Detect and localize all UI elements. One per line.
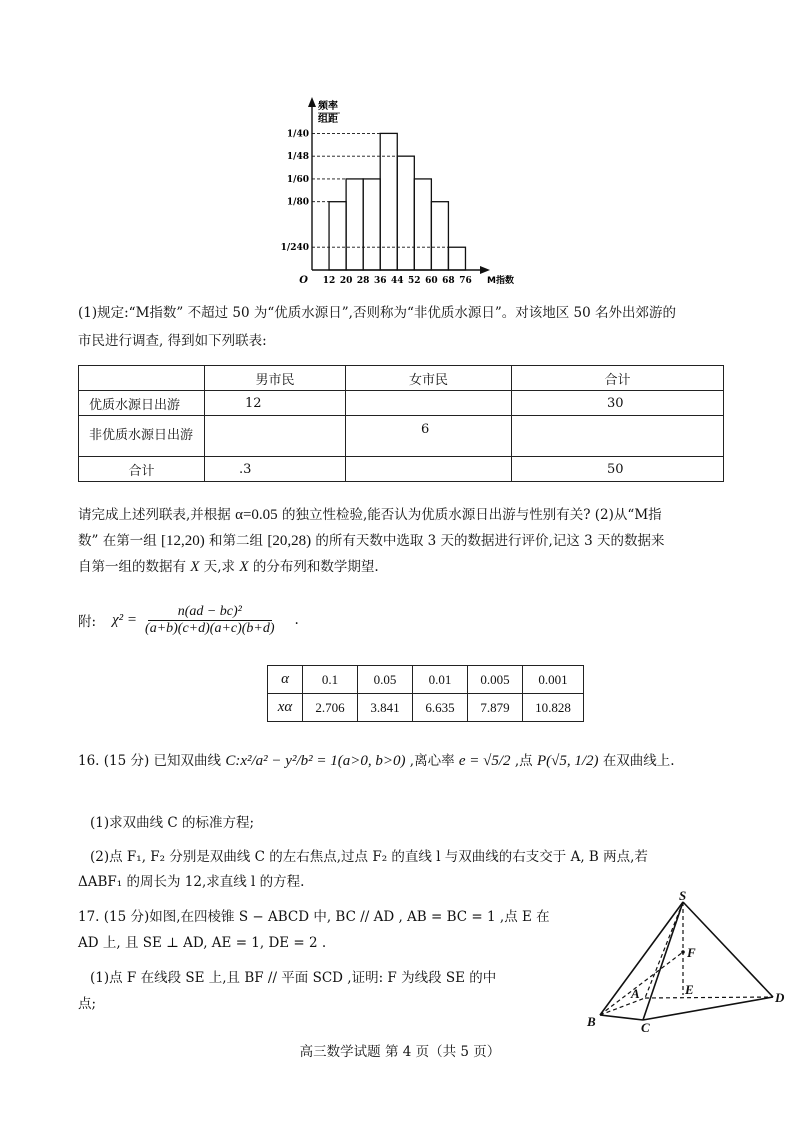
table-cell: 10.828 — [523, 694, 584, 722]
y-tick-label: 1/240 — [280, 243, 309, 254]
frequency-histogram — [280, 95, 520, 285]
q15-part1-line2: 市民进行调查, 得到如下列联表: — [78, 333, 267, 349]
point-e-label: E — [685, 982, 694, 997]
histogram-bar — [414, 179, 431, 270]
table-row — [268, 694, 584, 722]
vertex-a-label: A — [631, 986, 640, 1001]
table-header: 女市民 — [346, 366, 512, 391]
table-cell: 2.706 — [303, 694, 358, 722]
y-tick-label: 1/60 — [286, 174, 309, 185]
x-tick-label: 68 — [442, 276, 455, 285]
table-cell: 0.001 — [523, 666, 584, 694]
q15-part1-line1: (1)规定:“M指数” 不超过 50 为“优质水源日”,否则称为“非优质水源日”。对该地区 50 名外出郊游的 — [78, 305, 677, 321]
table-row — [268, 666, 584, 694]
x-tick-label: 20 — [339, 276, 353, 285]
group-one: [12,20) — [161, 533, 205, 549]
x-title: M指数 — [487, 276, 514, 285]
q15-part2-line2: 数” 在第一组 [12,20) 和第二组 [20,28) 的所有天数中选取 3 天的数据进行评价,记这 3 天的数据来 — [78, 533, 665, 549]
table-cell: 0.005 — [468, 666, 523, 694]
table-row — [79, 457, 724, 482]
alpha-value: α=0.05 — [235, 507, 278, 523]
table-cell — [346, 391, 512, 416]
table-cell: 0.1 — [303, 666, 358, 694]
x-tick-label: 44 — [390, 276, 404, 285]
point-f-label: F — [687, 945, 696, 960]
q17-line2: AD 上, 且 SE ⊥ AD, AE = 1, DE = 2 . — [78, 935, 327, 951]
table-header: 男市民 — [205, 366, 346, 391]
x-tick-label: 36 — [373, 276, 387, 285]
table-cell: .3 — [205, 457, 346, 482]
table-cell: 7.879 — [468, 694, 523, 722]
q17-line3: (1)点 F 在线段 SE 上,且 BF // 平面 SCD ,证明: F 为线段 SE 的中 — [90, 970, 497, 986]
y-tick-label: 1/80 — [286, 197, 309, 208]
contingency-table — [78, 365, 724, 482]
vertex-s-label: S — [679, 890, 687, 903]
y-title-top: 频率 — [318, 101, 338, 112]
table-cell: 0.01 — [413, 666, 468, 694]
q17-line4: 点; — [78, 996, 97, 1012]
table-cell: 50 — [512, 457, 724, 482]
chi-square-formula: 附: χ² = $\frac{\text{n(ad − bc)²}}{(a+b)(c+d)(a+c)(b+d)}$ . — [78, 603, 299, 636]
q16-stem: 16. (15 分) 已知双曲线 C:x²/a² − y²/b² = 1(a>0, b>0) ,离心率 e = √5/2 ,点 P(√5, 1/2) 在双曲线上. — [78, 753, 675, 769]
hyperbola-equation: C:x²/a² − y²/b² = 1(a>0, b>0) — [225, 753, 406, 769]
y-title-bottom: 组距 — [318, 114, 338, 125]
critical-value-table — [267, 665, 584, 722]
point-p: P(√5, 1/2) — [536, 753, 599, 769]
q15-part2-line1: 请完成上述列联表,并根据 α=0.05 的独立性检验,能否认为优质水源日出游与性别有关? (2)从“M指 — [78, 507, 662, 523]
table-row — [79, 416, 724, 457]
table-cell — [79, 366, 205, 391]
table-header: 合计 — [512, 366, 724, 391]
x-tick-label: 28 — [356, 276, 370, 285]
x-axis-arrow — [480, 266, 490, 274]
table-cell: 30 — [512, 391, 724, 416]
x-tick-label: 12 — [322, 276, 336, 285]
table-cell: 3.841 — [358, 694, 413, 722]
table-cell: 6.635 — [413, 694, 468, 722]
table-cell: xα — [268, 694, 303, 722]
appendix-label: 附: — [78, 614, 97, 630]
histogram-bar — [346, 179, 363, 270]
q17-line1: 17. (15 分)如图,在四棱锥 S − ABCD 中, BC // AD , AB = BC = 1 ,点 E 在 — [78, 909, 550, 925]
x-tick-label: 60 — [425, 276, 438, 285]
table-cell — [346, 457, 512, 482]
vertex-b-label: B — [587, 1014, 596, 1029]
histogram-bar — [397, 156, 414, 270]
table-cell — [205, 416, 346, 457]
eccentricity: e = √5/2 — [458, 753, 511, 769]
group-two: [20,28) — [267, 533, 312, 549]
histogram-bar — [363, 179, 380, 270]
table-cell: 非优质水源日出游 — [79, 416, 205, 457]
table-row — [79, 391, 724, 416]
q16-part2-line1: (2)点 F₁, F₂ 分别是双曲线 C 的左右焦点,过点 F₂ 的直线 l 与双曲线的右支交于 A, B 两点,若 — [90, 849, 648, 865]
q16-part1: (1)求双曲线 C 的标准方程; — [90, 815, 255, 831]
table-cell: 优质水源日出游 — [79, 391, 205, 416]
table-cell: 12 — [205, 391, 346, 416]
q16-part2-line2: ΔABF₁ 的周长为 12,求直线 l 的方程. — [78, 874, 305, 890]
y-axis-arrow — [308, 97, 316, 107]
x-tick-label: 76 — [459, 276, 472, 285]
origin-label: O — [299, 275, 308, 285]
y-tick-label: 1/40 — [286, 129, 309, 140]
table-cell — [512, 416, 724, 457]
table-cell: 0.05 — [358, 666, 413, 694]
table-cell: 合计 — [79, 457, 205, 482]
table-row — [79, 366, 724, 391]
pyramid-figure — [585, 890, 790, 1035]
vertex-c-label: C — [641, 1020, 650, 1035]
histogram-bar — [431, 202, 448, 270]
x-tick-label: 52 — [408, 276, 421, 285]
histogram-bar — [448, 247, 465, 270]
page-footer: 高三数学试题 第 4 页（共 5 页） — [299, 1044, 501, 1060]
y-tick-label: 1/48 — [286, 152, 309, 163]
table-cell: α — [268, 666, 303, 694]
vertex-d-label: D — [775, 990, 785, 1005]
table-cell: 6 — [346, 416, 512, 457]
q15-part2-line3: 自第一组的数据有 X 天,求 X 的分布列和数学期望. — [78, 559, 379, 575]
histogram-bar — [329, 202, 346, 270]
histogram-bar — [380, 133, 397, 270]
